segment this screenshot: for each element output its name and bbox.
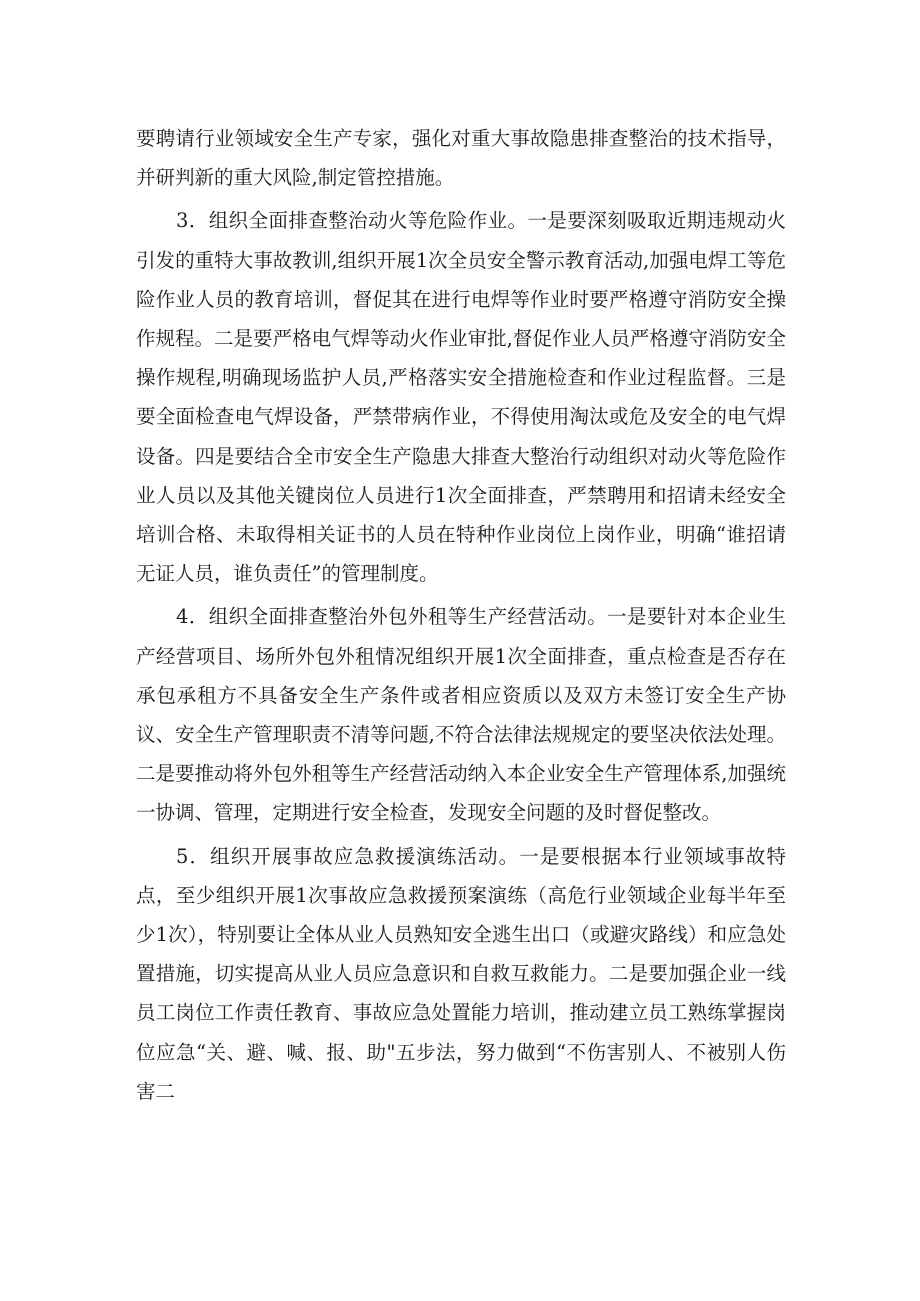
- paragraph-item-5: 5．组织开展事故应急救援演练活动。一是要根据本行业领域事故特点，至少组织开展1次事故应急救援预案演练（高危行业领域企业每半年至少1次），特别要让全体从业人员熟知安全逃生出口（或避灾路线）和应急处置措施，切实提高从业人员应急意识和自救互救能力。二是要加强企业一线员工岗位工作责任教育、事故应急处置能力培训，推动建立员工熟练掌握岗位应急“关、避、喊、报、助"五步法，努力做到“不伤害别人、不被别人伤害二: [136, 844, 786, 1103]
- document-body: [136, 119, 786, 1111]
- paragraph-continuation: 要聘请行业领域安全生产专家，强化对重大事故隐患排查整治的技术指导，并研判新的重大风险,制定管控措施。: [136, 127, 786, 190]
- paragraph-item-4: 4．组织全面排查整治外包外租等生产经营活动。一是要针对本企业生产经营项目、场所外包外租情况组织开展1次全面排查，重点检查是否存在承包承租方不具备安全生产条件或者相应资质以及双方未签订安全生产协议、安全生产管理职责不清等问题,不符合法律法规规定的要坚决依法处理。二是要推动将外包外租等生产经营活动纳入本企业安全生产管理体系,加强统一协调、管理，定期进行安全检查，发现安全问题的及时督促整改。: [136, 605, 786, 825]
- paragraph-item-3: 3．组织全面排查整治动火等危险作业。一是要深刻吸取近期违规动火引发的重特大事故教训,组织开展1次全员安全警示教育活动,加强电焊工等危险作业人员的教育培训，督促其在进行电焊等作业时要严格遵守消防安全操作规程。二是要严格电气焊等动火作业审批,督促作业人员严格遵守消防安全操作规程,明确现场监护人员,严格落实安全措施检查和作业过程监督。三是要全面检查电气焊设备，严禁带病作业，不得使用淘汰或危及安全的电气焊设备。四是要结合全市安全生产隐患大排查大整治行动组织对动火等危险作业人员以及其他关键岗位人员进行1次全面排查，严禁聘用和招请未经安全培训合格、未取得相关证书的人员在特种作业岗位上岗作业，明确“谁招请无证人员，谁负责任”的管理制度。: [136, 209, 786, 586]
